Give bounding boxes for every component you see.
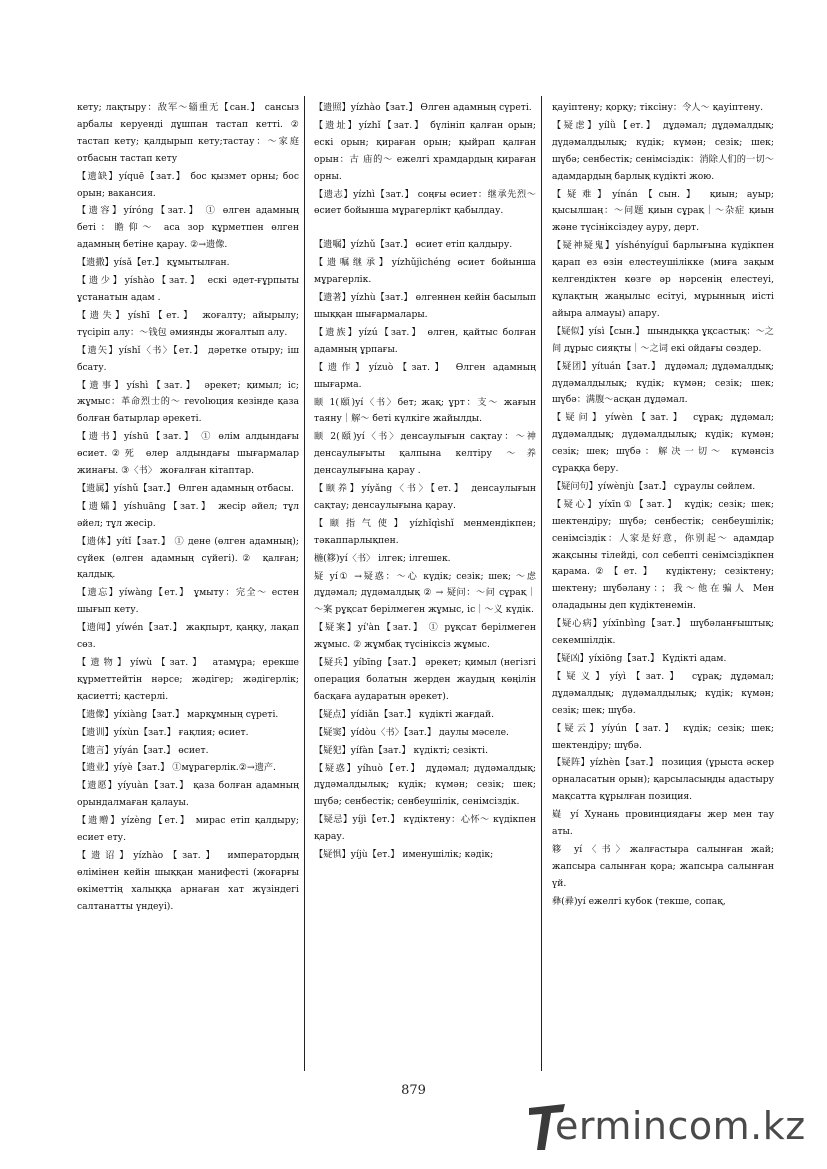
- dictionary-entry: 簃 yí〈书〉жалғастыра салынған жай; жапсыра салынған қора; жапсыра салынған үй.: [552, 843, 774, 889]
- dictionary-entry: 嶷 yí Хунань провинциядағы жер мен тау аты.: [552, 809, 774, 838]
- dictionary-entry: 【疑似】yísì【сын.】 шындыққа ұқсастық：～之间 дұрыс сияқты｜～之词 екі ойдағы сөздер.: [552, 325, 774, 354]
- dictionary-column-3: [552, 100, 774, 1070]
- dictionary-entry: 【遗诏】yízhào【зат.】 императордың өлімінен кейін шыққан манифесті (жоғарғы өкіметтің халыққа арнаған хат жүзіндегі салтанатты үндеуі).: [77, 849, 299, 912]
- dictionary-entry: 疑 yí① →疑惑：～心 күдік; сезік; шек; ～虑 дұдәмал; дүдәмалдық ② → 疑问：～问 сұрақ｜～案 рұқсат берілмеген жұмыс, іс｜～义 күдік.: [314, 570, 536, 616]
- dictionary-entry: 【遗容】yíróng【зат.】 ① өлген адамның беті：瞻仰～ аса зор құрметпен өлген адамның бетіне қарау. ②→遗像.: [77, 205, 299, 251]
- dictionary-entry: 【疑义】yíyì【зат.】 сұрақ; дұдәмал; дұдәмалдық; дүдәмалдылық; күдік; күмән; сезік; шек; шүбә.: [552, 670, 774, 716]
- dictionary-entry: 【疑惧】yíjù【ет.】 именушілік; кәдік;: [314, 849, 494, 861]
- dictionary-entry: 【疑犯】yífàn【зат.】 күдікті; сезікті.: [314, 744, 488, 756]
- dictionary-entry: 【遗照】yízhào【зат.】 Өлген адамның сүреті.: [314, 102, 532, 113]
- dictionary-entry: қауіптену; қорқу; тіксіну：令人～ қауіптену.: [552, 102, 764, 113]
- dictionary-entry: 【遗著】yízhù【зат.】 өлгеннен кейін басылып шыққан шығармалары.: [314, 292, 536, 320]
- page-number: 879: [401, 1083, 426, 1098]
- logo-wordmark: ermincom.kz: [555, 1104, 806, 1148]
- dictionary-entry: 【疑窦】yídòu〈书〉【зат.】 даулы мәселе.: [314, 726, 509, 738]
- dictionary-column-1: [77, 100, 299, 1070]
- dictionary-entry: 【疑点】yídiǎn【зат.】 күдікті жағдай.: [314, 708, 495, 720]
- dictionary-entry: 【颐养】yíyǎng〈书〉【ет.】 денсаулығын сақтау; денсаулығына қарау.: [314, 483, 536, 511]
- dictionary-entry: 【遗址】yízhǐ【зат.】 бүлініп қалған орын; ескі орын; қираған орын; қыйрап қалған орын：古 庙的～ ежелгі храмдардың қираған орны.: [314, 119, 536, 182]
- dictionary-entry: 【遗书】yíshū【зат.】 ① өлім алдындағы өсиет.②死 өлер алдындағы шығармалар жинағы. ③〈书〉 жоғалған кітаптар.: [77, 431, 299, 477]
- dictionary-entry: 【遗忘】yíwàng【ет.】 ұмыту：完全～ естен шығып кету.: [77, 587, 299, 616]
- dictionary-entry: 【疑案】yí'àn【зат.】 ① рұқсат берілмеген жұмыс. ② жұмбақ түсініксіз жұмыс.: [314, 622, 536, 651]
- dictionary-entry: 【遗属】yíshǔ【зат.】 Өлген адамның отбасы.: [77, 482, 294, 494]
- dictionary-entry: 【疑团】yítuán【зат.】 дұдәмал; дұдәмалдық; дүдәмалдылық; күдік; күмән; сезік; шек; шүбә：满腹～асқан дұдәмал.: [552, 360, 774, 406]
- dictionary-entry: 【遗言】yíyán【зат.】 өсиет.: [77, 744, 209, 756]
- column-divider: [304, 96, 305, 1071]
- dictionary-entry: 【遗撒】yísǎ【ет.】 құмытылған.: [77, 257, 230, 269]
- dictionary-entry: 【遗缺】yíquē【зат.】 бос қызмет орны; бос орын; вакансия.: [77, 170, 299, 199]
- dictionary-entry: 【遗志】yízhì【зат.】 соңғы өсиет：继承先烈～ өсиет бойынша мұрагерлікт қабылдау.: [314, 188, 536, 217]
- dictionary-entry: кету; лақтыру：敌军～辎重无【сан.】 сансыз арбалы керуенді дұшпан тастап кетті. ② тастап кету; қалдырып кету;тастау：～家庭 отбасын тастап кету: [77, 102, 299, 164]
- column-divider: [541, 96, 542, 1071]
- dictionary-entry: 椸(簃)yí〈书〉 ілгек; ілгешек.: [314, 552, 451, 564]
- dictionary-entry: 【遗嘱继承】yízhǔjìchéng өсиет бойынша мұрагерлік.: [314, 257, 536, 286]
- dictionary-column-2: [314, 100, 536, 1070]
- dictionary-entry: 【遗体】yítǐ【зат.】 ① дене (өлген адамның); сүйек (өлген адамның сүйегі).② қалған; қалдық.: [77, 535, 299, 581]
- dictionary-entry: 【遗事】yíshì【зат.】 әрекет; қимыл; іс; жұмыс：革命烈士的～ revolюция кезінде қаза болған батырлар әрекеті.: [77, 379, 299, 425]
- dictionary-entry: 【遗矢】yíshǐ〈书〉【ет.】 дәретке отыру; іш бсату.: [77, 344, 299, 373]
- dictionary-entry: 【遗族】yízú【зат.】 өлген, қайтыс болған адамның ұрпағы.: [314, 326, 536, 355]
- dictionary-entry: 【疑神疑鬼】yíshényíguǐ барлығына күдікпен қарап ез өзін елестеушілікке (миға зақым келгендіктен көзге әр нәрсенің елестеуі, құлақтың жаңылыс есітуі, мұрынның иісті айыра алмауы) апару.: [552, 240, 774, 319]
- dictionary-entry: 【遗嘱】yízhǔ【зат.】 өсиет етіп қалдыру.: [314, 239, 513, 251]
- dictionary-entry: 【遗孀】yíshuāng【зат.】 жесір әйел; тұл әйел; тұл жесір.: [77, 500, 299, 529]
- dictionary-entry: 颐 1(頤)yí〈书〉бет; жақ; ұрт：支～ жағын таяну｜解～ беті күлкіге жайылды.: [314, 396, 536, 425]
- dictionary-entry: 【颐指气使】yízhǐqìshǐ менмендікпен; тәкаппарлықпен.: [314, 517, 536, 546]
- dictionary-entry: 【疑惑】yíhuò【ет.】 дұдәмал; дүдәмалдық; дұдәмалдылық; күдік; күмән; сезік; шек; шүбә; сенбестік; сенбеушілік, сенімсіздік.: [314, 762, 536, 808]
- dictionary-entry: 【疑心病】yíxīnbìng【зат.】 шүбәланғыштық; секемшілдік.: [552, 618, 774, 647]
- dictionary-entry: 【疑凶】yíxiōng【зат.】 Күдікті адам.: [552, 653, 727, 664]
- dictionary-entry: 【遗闻】yíwén【зат.】 жақпырт, қаңқу, лақап сөз.: [77, 622, 299, 651]
- dictionary-entry: 【遗少】yíshào【зат.】 ескі әдет-ғұрпыты ұстанатын адам .: [77, 275, 299, 303]
- dictionary-entry: 【遗愿】yíyuàn【зат.】 қаза болған адамның орындалмаған қалауы.: [77, 780, 299, 809]
- dictionary-entry: 【遗训】yíxùn【зат.】 ғақлия; өсиет.: [77, 726, 249, 738]
- dictionary-entry: 【遗作】yízuò【зат.】 Өлген адамның шығарма.: [314, 361, 536, 390]
- entry-gap: [314, 221, 536, 237]
- termincom-logo[interactable]: [527, 1104, 817, 1164]
- dictionary-entry: 【疑心】yíxīn①【зат.】 күдік; сезік; шек; шектендіру; шүбә; сенбестік; сенбеушілік; сенімсіздік：人家是好意，你别起～ адамдар жақсыны тілейді, сол себепті сенімсіздікпен қарама.②【ет.】 күдіктену; сезіктену; шектену; шүбәлану：；我～他在骗人 Мен олададыны деп күдіктенемін.: [552, 498, 774, 612]
- dictionary-entry: 【遗失】yíshī【ет.】 жоғалту; айырылу; түсіріп алу：～钱包 әмиянды жоғалтып алу.: [77, 309, 299, 338]
- dictionary-entry: 颐 2(頤)yí〈书〉денсаулығын сақтау：～神 денсаулығыты қалпына келтіру ～养 денсаулығына қарау .: [314, 431, 536, 477]
- dictionary-entry: 【遗像】yíxiàng【зат.】 марқұмның сүреті.: [77, 708, 279, 720]
- dictionary-entry: 【疑虑】yílǜ【ет.】 дұдәмал; дұдәмалдық; дүдәмалдылық; күдік; күмән; сезік; шек; шүбә; сенбестік; сенімсіздік：消除人们的一切～ адамдардың барлық күдікті жою.: [552, 119, 774, 182]
- dictionary-entry: 【疑阵】yízhèn【зат.】 позиция (ұрыста әскер орналасатын орын); қарсыласыңды адастыру мақсатта құрылған позиция.: [552, 757, 774, 803]
- dictionary-entry: 彝(彛)yí ежелгі кубок (текше, сопақ,: [552, 895, 726, 907]
- dictionary-entry: 【疑兵】yíbīng【зат.】 әрекет; қимыл (негізгі операция болатын жерден жаудың көңілін басқаға аударатын әрекет).: [314, 657, 536, 702]
- dictionary-entry: 【疑问句】yíwènjù【зат.】 сұраулы сөйлем.: [552, 480, 756, 492]
- dictionary-entry: 【疑问】yíwèn【зат.】 сұрақ; дұдәмал; дұдәмалдық; дүдәмалдылық; күдік; күмән; сезік; шек; шүбә：解决一切～ күмәнсіз сұраққа беру.: [552, 412, 774, 475]
- dictionary-entry: 【遗业】yíyè【зат.】 ①мұрагерлік.②→遗产.: [77, 762, 276, 774]
- dictionary-entry: 【遗物】yíwù【зат.】 атамұра; ерекше құрметтейтін нәрсе; жәдігер; жәдігерлік; қасиетті; қастерлі.: [77, 657, 299, 702]
- dictionary-entry: 【疑忌】yíjì【ет.】 күдіктену：心怀～ күдікпен қарау.: [314, 814, 536, 843]
- dictionary-entry: 【遗赠】yízèng【ет.】 мирас етіп қалдыру; есиет ету.: [77, 815, 299, 844]
- dictionary-entry: 【疑云】yíyún【зат.】 күдік; сезік; шек; шектендіру; шүбә.: [552, 722, 774, 751]
- dictionary-entry: 【疑难】yínán【сын.】 қиын; ауыр; қысылшаң：～问题 қиын сұрақ｜～杂症 қиын және түсініксіздеу ауру, дерт.: [552, 188, 774, 234]
